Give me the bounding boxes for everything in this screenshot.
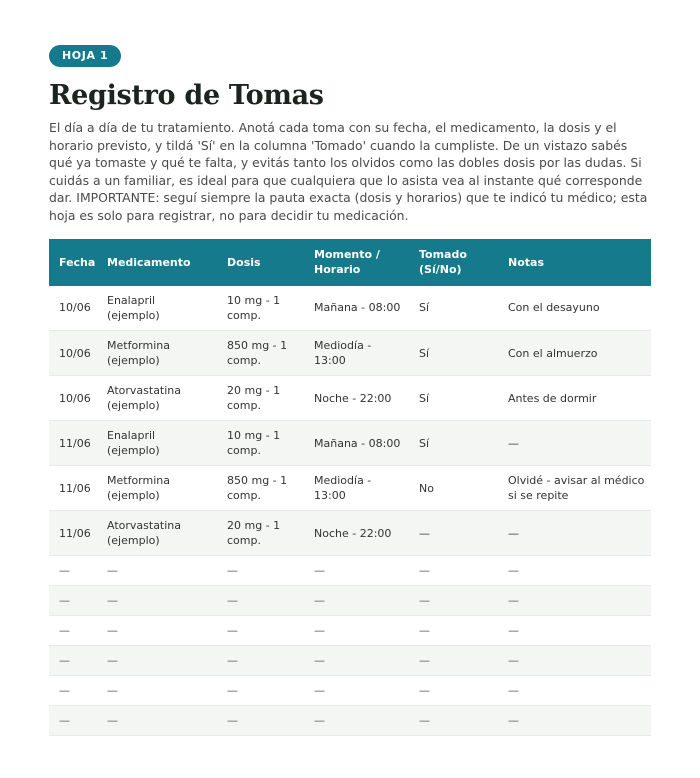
- cell-notas: Olvidé - avisar al médico si se repite: [498, 466, 651, 511]
- cell-fecha: 10/06: [49, 331, 97, 376]
- table-row: [49, 286, 651, 331]
- cell-tomado: Sí: [409, 331, 498, 376]
- cell-momento-horario: —: [304, 706, 409, 736]
- intro-paragraph: El día a día de tu tratamiento. Anotá cada toma con su fecha, el medicamento, la dosis y el horario previsto, y tildá 'Sí' en la columna 'Tomado' cuando la cumpliste. De un vistazo sabés qué ya tomaste y qué te falta, y evitás tanto los olvidos como las dobles dosis por las dudas. Si cuidás a un familiar, es ideal para que cualquiera que lo asista vea al instante qué corresponde dar. IMPORTANTE: seguí siempre la pauta exacta (dosis y horarios) que te indicó tu médico; esta hoja es solo para registrar, no para decidir tu medicación.: [49, 120, 648, 223]
- cell-tomado: Sí: [409, 376, 498, 421]
- cell-medicamento: —: [97, 646, 217, 676]
- cell-dosis: —: [217, 646, 304, 676]
- table-row: [49, 376, 651, 421]
- cell-momento-horario: Noche - 22:00: [304, 376, 409, 421]
- table-row-empty: [49, 556, 651, 586]
- cell-notas: —: [498, 421, 651, 466]
- cell-tomado: Sí: [409, 421, 498, 466]
- cell-fecha: —: [49, 556, 97, 586]
- table-body: [49, 286, 651, 736]
- table-row: [49, 331, 651, 376]
- cell-medicamento: —: [97, 586, 217, 616]
- cell-medicamento: —: [97, 676, 217, 706]
- cell-fecha: 10/06: [49, 286, 97, 331]
- intake-log-table: [49, 239, 651, 737]
- sheet-badge: HOJA 1: [49, 45, 121, 67]
- cell-tomado: Sí: [409, 286, 498, 331]
- table-row-empty: [49, 616, 651, 646]
- cell-tomado: —: [409, 511, 498, 556]
- cell-fecha: —: [49, 616, 97, 646]
- cell-notas: Antes de dormir: [498, 376, 651, 421]
- cell-momento-horario: Mediodía - 13:00: [304, 466, 409, 511]
- cell-dosis: 20 mg - 1 comp.: [217, 511, 304, 556]
- cell-dosis: —: [217, 616, 304, 646]
- table-row-empty: [49, 646, 651, 676]
- cell-tomado: —: [409, 586, 498, 616]
- header-row: [49, 239, 651, 286]
- cell-fecha: —: [49, 676, 97, 706]
- table-row: [49, 421, 651, 466]
- cell-momento-horario: Mediodía - 13:00: [304, 331, 409, 376]
- cell-momento-horario: —: [304, 676, 409, 706]
- cell-notas: —: [498, 706, 651, 736]
- cell-medicamento: Enalapril (ejemplo): [97, 421, 217, 466]
- cell-momento-horario: —: [304, 616, 409, 646]
- cell-tomado: No: [409, 466, 498, 511]
- cell-momento-horario: —: [304, 586, 409, 616]
- cell-dosis: 10 mg - 1 comp.: [217, 421, 304, 466]
- table-row: [49, 466, 651, 511]
- cell-notas: Con el desayuno: [498, 286, 651, 331]
- table-row-empty: [49, 676, 651, 706]
- cell-tomado: —: [409, 616, 498, 646]
- cell-medicamento: Metformina (ejemplo): [97, 331, 217, 376]
- cell-dosis: —: [217, 706, 304, 736]
- column-header-notas: Notas: [498, 239, 651, 286]
- cell-momento-horario: Noche - 22:00: [304, 511, 409, 556]
- cell-tomado: —: [409, 646, 498, 676]
- cell-momento-horario: Mañana - 08:00: [304, 421, 409, 466]
- column-header-dosis: Dosis: [217, 239, 304, 286]
- cell-dosis: —: [217, 586, 304, 616]
- cell-medicamento: —: [97, 706, 217, 736]
- cell-medicamento: Enalapril (ejemplo): [97, 286, 217, 331]
- cell-fecha: 10/06: [49, 376, 97, 421]
- table-row-empty: [49, 586, 651, 616]
- cell-dosis: 20 mg - 1 comp.: [217, 376, 304, 421]
- cell-dosis: 10 mg - 1 comp.: [217, 286, 304, 331]
- cell-medicamento: —: [97, 616, 217, 646]
- cell-medicamento: Atorvastatina (ejemplo): [97, 511, 217, 556]
- column-header-fecha: Fecha: [49, 239, 97, 286]
- table-row-empty: [49, 706, 651, 736]
- cell-dosis: —: [217, 556, 304, 586]
- cell-fecha: —: [49, 586, 97, 616]
- cell-notas: —: [498, 616, 651, 646]
- cell-fecha: 11/06: [49, 421, 97, 466]
- column-header-tomado: Tomado (Sí/No): [409, 239, 498, 286]
- cell-tomado: —: [409, 556, 498, 586]
- cell-fecha: 11/06: [49, 466, 97, 511]
- cell-fecha: 11/06: [49, 511, 97, 556]
- cell-notas: —: [498, 586, 651, 616]
- cell-notas: —: [498, 676, 651, 706]
- cell-fecha: —: [49, 646, 97, 676]
- column-header-momento-horario: Momento / Horario: [304, 239, 409, 286]
- cell-notas: —: [498, 556, 651, 586]
- cell-medicamento: Metformina (ejemplo): [97, 466, 217, 511]
- table-header: [49, 239, 651, 286]
- page-title: Registro de Tomas: [49, 80, 324, 111]
- cell-notas: —: [498, 646, 651, 676]
- cell-momento-horario: Mañana - 08:00: [304, 286, 409, 331]
- cell-notas: Con el almuerzo: [498, 331, 651, 376]
- cell-medicamento: Atorvastatina (ejemplo): [97, 376, 217, 421]
- cell-tomado: —: [409, 676, 498, 706]
- column-header-medicamento: Medicamento: [97, 239, 217, 286]
- cell-medicamento: —: [97, 556, 217, 586]
- cell-dosis: —: [217, 676, 304, 706]
- cell-dosis: 850 mg - 1 comp.: [217, 466, 304, 511]
- cell-dosis: 850 mg - 1 comp.: [217, 331, 304, 376]
- cell-momento-horario: —: [304, 646, 409, 676]
- table-row: [49, 511, 651, 556]
- cell-fecha: —: [49, 706, 97, 736]
- cell-momento-horario: —: [304, 556, 409, 586]
- cell-tomado: —: [409, 706, 498, 736]
- cell-notas: —: [498, 511, 651, 556]
